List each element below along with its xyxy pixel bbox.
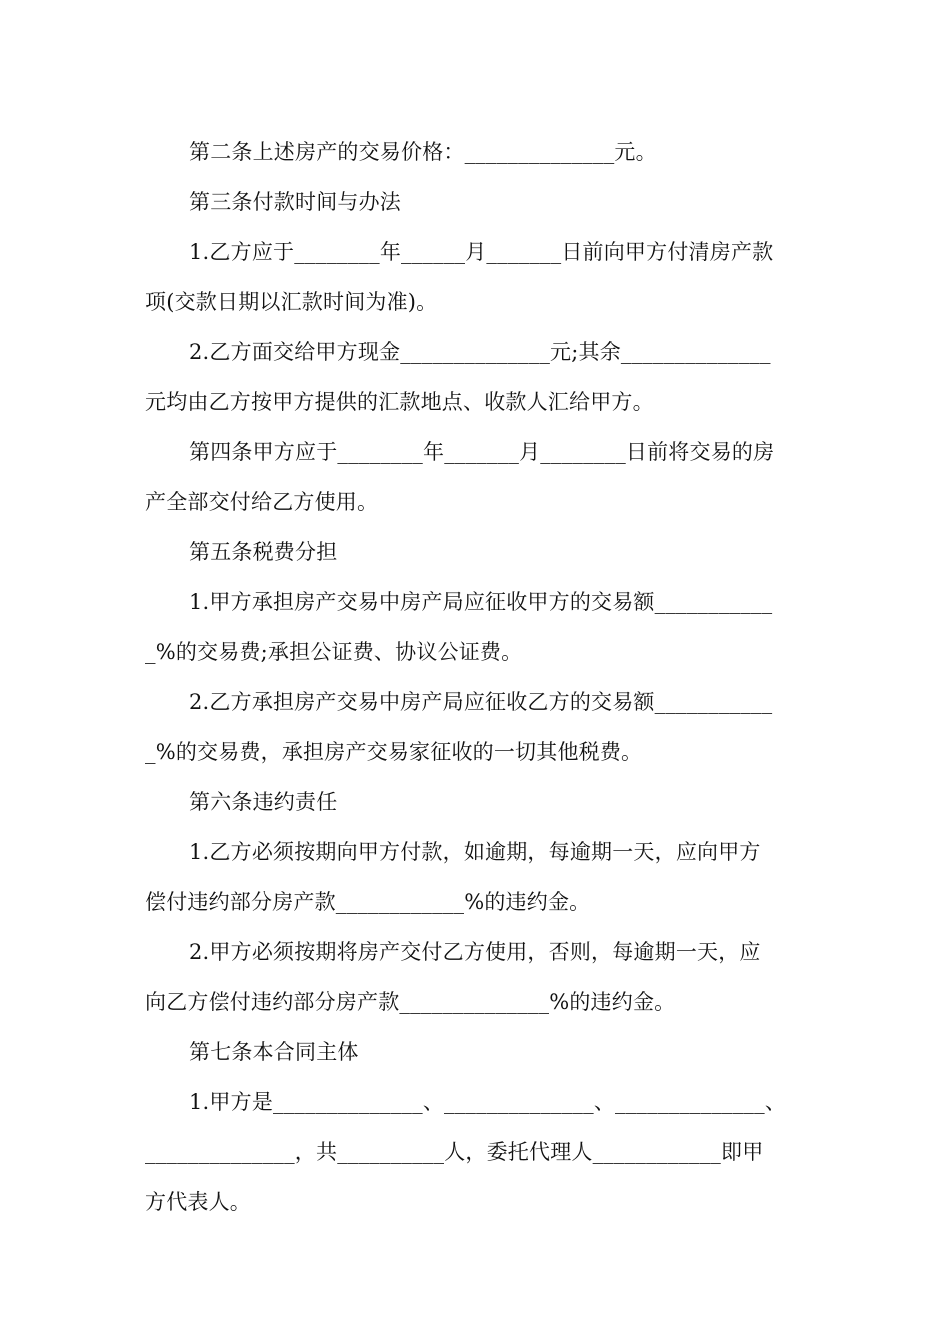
article-7-heading: 第七条本合同主体 [189,1040,359,1064]
article-3-item-1-line-1: 1.乙方应于________年______月_______日前向甲方付清房产款 [189,240,774,264]
article-4-line-1: 第四条甲方应于________年_______月________日前将交易的房 [189,440,775,464]
article-7-item-1-line-1: 1.甲方是______________、______________、______________、 [189,1090,787,1114]
article-6-item-1-line-2: 偿付违约部分房产款____________%的违约金。 [145,890,591,914]
article-3-item-2-line-1: 2.乙方面交给甲方现金______________元;其余______________ [189,340,771,364]
article-6-item-2-line-1: 2.甲方必须按期将房产交付乙方使用，否则，每逾期一天，应 [189,940,761,964]
article-6-item-1-line-1: 1.乙方必须按期向甲方付款，如逾期，每逾期一天，应向甲方 [189,840,761,864]
article-6-item-2-line-2: 向乙方偿付违约部分房产款______________%的违约金。 [145,990,676,1014]
article-3-heading: 第三条付款时间与办法 [189,190,401,214]
article-4-line-2: 产全部交付给乙方使用。 [145,490,379,514]
article-3-item-1-line-2: 项(交款日期以汇款时间为准)。 [145,290,438,314]
article-5-item-2-line-2: _%的交易费，承担房产交易家征收的一切其他税费。 [145,740,643,764]
article-5-item-1-line-1: 1.甲方承担房产交易中房产局应征收甲方的交易额___________ [189,590,773,614]
article-7-item-1-line-2: ______________，共__________人，委托代理人____________即甲 [145,1140,764,1164]
article-6-heading: 第六条违约责任 [189,790,338,814]
article-2-price: 第二条上述房产的交易价格：______________元。 [189,140,657,164]
article-3-item-2-line-2: 元均由乙方按甲方提供的汇款地点、收款人汇给甲方。 [145,390,654,414]
article-5-item-2-line-1: 2.乙方承担房产交易中房产局应征收乙方的交易额___________ [189,690,773,714]
article-5-heading: 第五条税费分担 [189,540,338,564]
article-5-item-1-line-2: _%的交易费;承担公证费、协议公证费。 [145,640,523,664]
article-7-item-1-line-3: 方代表人。 [145,1190,251,1214]
